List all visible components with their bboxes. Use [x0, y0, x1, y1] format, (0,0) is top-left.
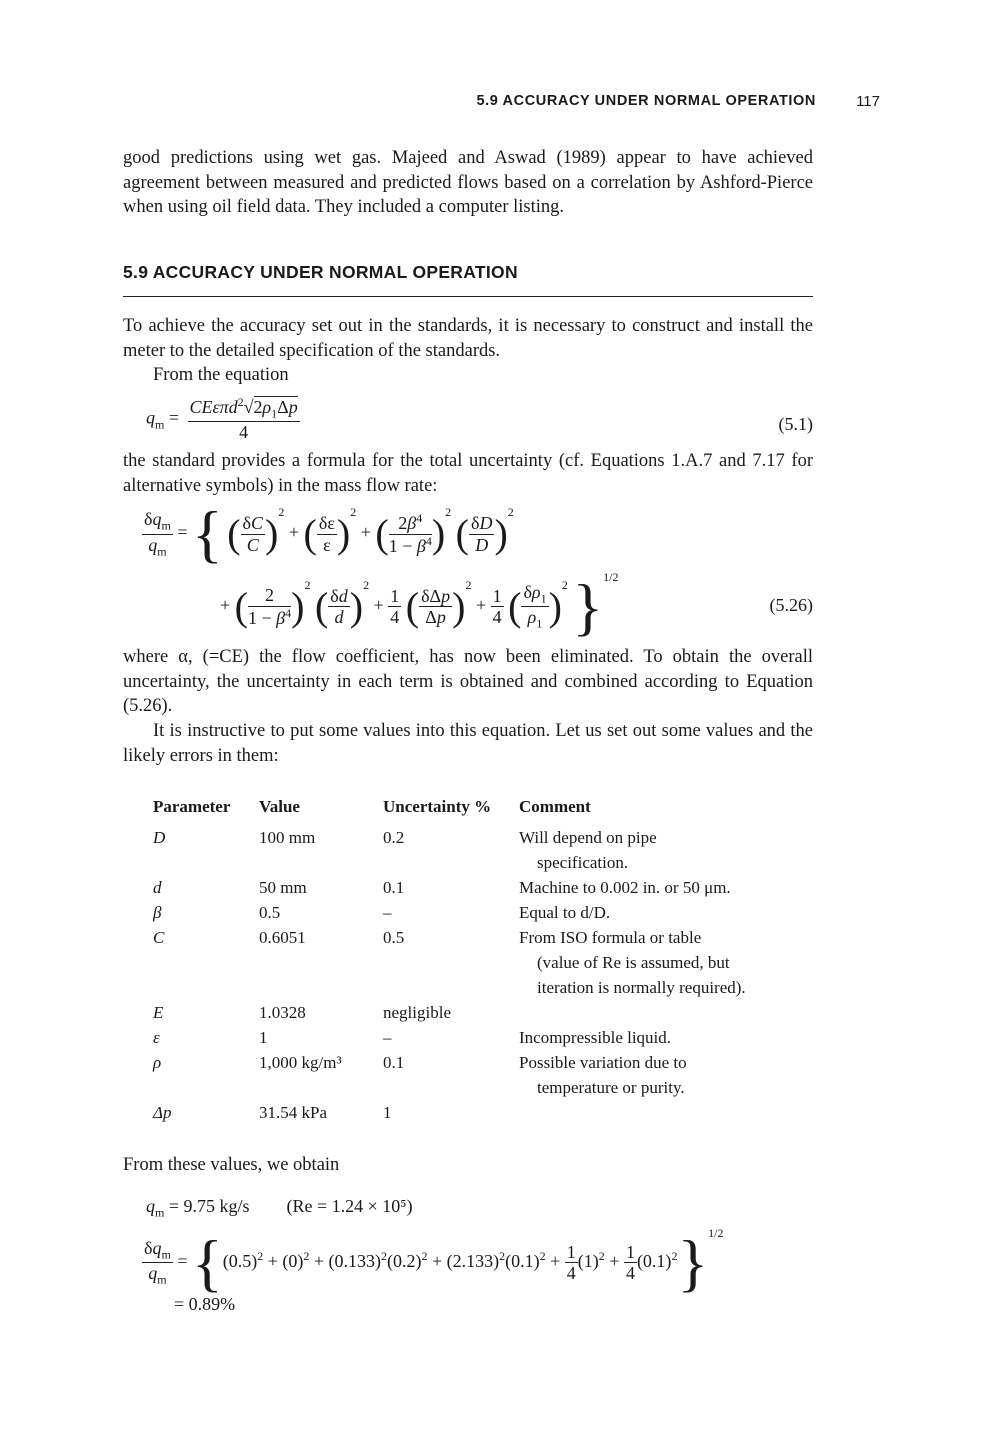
running-title: 5.9 ACCURACY UNDER NORMAL OPERATION	[476, 93, 816, 109]
parameter-table	[153, 794, 813, 1125]
paragraph-6: From these values, we obtain	[123, 1155, 340, 1175]
param-cell: Δp	[153, 1103, 172, 1122]
uncertainty-cell: 1	[383, 1103, 392, 1122]
uncertainty-cell: 0.1	[383, 878, 405, 897]
result-flow-rate: $q_m = 9.75$ kg/s (Re = 1.24 × 10⁵)	[146, 1196, 413, 1220]
intro-paragraph: good predictions using wet gas. Majeed and Aswad (1989) appear to have achieved agreement between measured and predicted flows based on a correlation by Ashford-Pierce when using oil field data. They included a computer listing.	[123, 148, 813, 217]
comment-cell: Incompressible liquid.	[519, 1028, 672, 1047]
header-value: Value	[259, 797, 300, 816]
param-cell: d	[153, 878, 162, 897]
comment-line: specification.	[537, 853, 629, 872]
value-cell: 31.54 kPa	[259, 1103, 327, 1122]
uncertainty-cell: –	[383, 903, 392, 922]
section-heading: 5.9 ACCURACY UNDER NORMAL OPERATION	[123, 262, 813, 297]
paragraph-2: From the equation	[153, 365, 289, 385]
param-cell: D	[153, 828, 166, 847]
equation-5-26-line-2: + ( $\frac{2}{1 - \beta^4}$ )$^2$ ( $\frac{\delta d}{d}$ )$^2$ + $\frac{1}{4}$ ( $\frac{\text{δΔp}}{\Delta p}$ )$^2$ + $\frac{1}{4}$ ( $\frac{\delta\rho_1}{\rho_1}$ )$^2$ }$^{1/2}$	[220, 570, 619, 642]
equation-number-5-1: (5.1)	[778, 414, 813, 434]
header-parameter: Parameter	[153, 797, 231, 816]
table-row	[153, 1000, 813, 1025]
result-qm-value: 9.75 kg/s	[183, 1196, 250, 1216]
paragraph-1: To achieve the accuracy set out in the standards, it is necessary to construct and install the meter to the detailed specification of the standards.	[123, 316, 813, 361]
table-row	[153, 925, 813, 1000]
uncertainty-cell: 0.1	[383, 1053, 405, 1072]
value-cell: 1.0328	[259, 1003, 306, 1022]
param-cell: ρ	[153, 1053, 162, 1072]
header-uncertainty: Uncertainty %	[383, 797, 492, 816]
param-cell: C	[153, 928, 165, 947]
comment-cell: Equal to d/D.	[519, 903, 611, 922]
running-header	[0, 93, 1008, 115]
paragraph-3: the standard provides a formula for the total uncertainty (cf. Equations 1.A.7 and 7.17 for alternative symbols) in the mass flow rate:	[123, 451, 813, 496]
param-cell: β	[153, 903, 162, 922]
equation-5-1: $q_m$ = $\frac{CE\varepsilon\pi d^2√2\rho_1\Delta p}{4}$	[146, 395, 298, 443]
comment-line: Possible variation due to	[519, 1053, 687, 1072]
result-uncertainty-equation: $\frac{\delta q_m}{q_m}$ = {$(0.5)^2 + (0)^2 + (0.133)^2(0.2)^2 + (2.133)^2(0.1)^2$ + $\frac{1}{4}$ $(1)^2$ + $\frac{1}{4}$ $(0.1)^2\}^{1/2}$	[144, 1226, 724, 1298]
table-row	[153, 1100, 813, 1125]
table-row	[153, 1025, 813, 1050]
comment-cell	[519, 1100, 813, 1125]
value-cell: 0.6051	[259, 928, 306, 947]
value-cell: 0.5	[259, 903, 281, 922]
comment-line: temperature or purity.	[537, 1078, 685, 1097]
page-number: 117	[856, 93, 880, 110]
result-reynolds: (Re = 1.24 × 10⁵)	[286, 1196, 413, 1216]
param-cell: E	[153, 1003, 164, 1022]
comment-cell	[519, 1000, 813, 1025]
value-cell: 1	[259, 1028, 268, 1047]
table-row	[153, 1050, 813, 1100]
paragraph-5: It is instructive to put some values into this equation. Let us set out some values and the likely errors in them:	[123, 721, 813, 766]
header-comment: Comment	[519, 797, 591, 816]
comment-line: (value of Re is assumed, but	[537, 953, 730, 972]
param-cell: ε	[153, 1028, 160, 1047]
value-cell: 50 mm	[259, 878, 307, 897]
table-row	[153, 825, 813, 875]
comment-cell	[519, 925, 813, 1000]
comment-line: Will depend on pipe	[519, 828, 657, 847]
result-final: = 0.89%	[174, 1294, 236, 1314]
paragraph-4: where α, (=CE) the flow coefficient, has now been eliminated. To obtain the overall uncertainty, the uncertainty in each term is obtained and combined according to Equation (5.26).	[123, 647, 813, 716]
comment-cell	[519, 825, 813, 875]
equation-number-5-26: (5.26)	[769, 595, 813, 615]
equation-5-26-line-1: $\frac{\delta q_m}{q_m}$ = { ( $\frac{\delta C}{C}$ )$^2$ + ( $\frac{\delta\varepsilon}{\varepsilon}$ )$^2$ + ( $\frac{2\beta^4}{1 - \beta^4}$ )$^2$ ( $\frac{\delta D}{D}$ )$^2$	[144, 498, 514, 569]
comment-line: From ISO formula or table	[519, 928, 702, 947]
table-header-row	[153, 794, 813, 825]
uncertainty-cell: –	[383, 1028, 392, 1047]
value-cell: 100 mm	[259, 828, 316, 847]
table-row	[153, 900, 813, 925]
comment-cell	[519, 1050, 813, 1100]
uncertainty-cell: negligible	[383, 1003, 451, 1022]
comment-line: iteration is normally required).	[537, 978, 746, 997]
comment-cell: Machine to 0.002 in. or 50 μm.	[519, 878, 731, 897]
table-row	[153, 875, 813, 900]
uncertainty-cell: 0.5	[383, 928, 405, 947]
uncertainty-cell: 0.2	[383, 828, 405, 847]
value-cell: 1,000 kg/m³	[259, 1053, 342, 1072]
